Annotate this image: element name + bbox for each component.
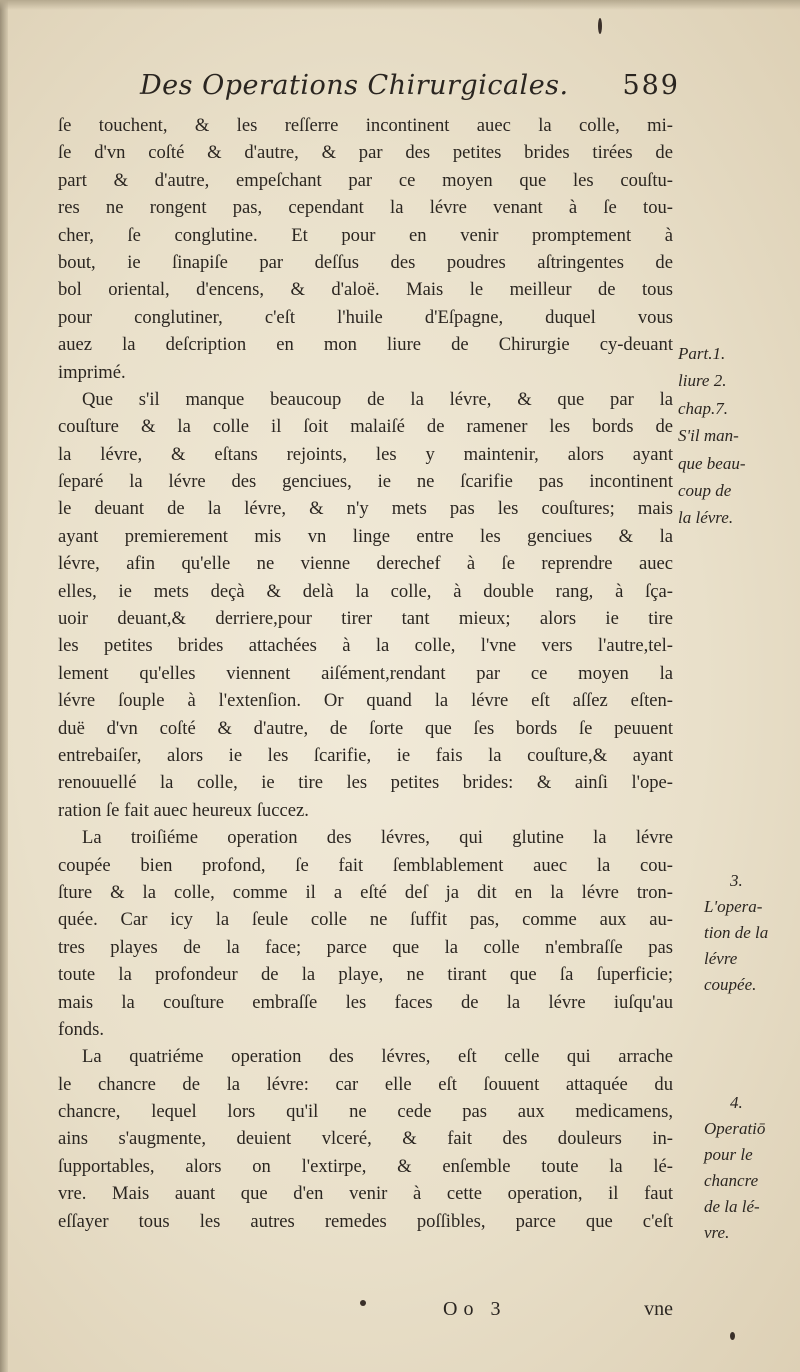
text-line: lévre, afin qu'elle ne vienne derechef à ſe reprendre auec bbox=[58, 553, 673, 575]
body-text bbox=[58, 112, 673, 1235]
page-binding-edge bbox=[0, 0, 8, 1372]
margin-note-line: Part.1. bbox=[678, 344, 726, 363]
margin-note-line: pour le bbox=[704, 1145, 753, 1164]
margin-note-line: 4. bbox=[730, 1093, 743, 1112]
text-line: ration ſe fait auec heureux ſuccez. bbox=[58, 799, 309, 821]
text-line: couſture & la colle il ſoit malaiſé de ramener les bords de bbox=[58, 416, 673, 438]
margin-note-line: chap.7. bbox=[678, 398, 729, 418]
margin-note-line: lévre bbox=[704, 949, 738, 968]
text-line: eſſayer tous les autres remedes poſſibles, parce que c'eſt bbox=[58, 1210, 673, 1232]
margin-note-line: 3. bbox=[730, 871, 743, 890]
text-line: les petites brides attachées à la colle, l'vne vers l'autre,tel- bbox=[58, 635, 673, 657]
text-line: elles, ie mets deçà & delà la colle, à double rang, à ſça- bbox=[58, 580, 673, 602]
margin-note-line: Operatiō bbox=[704, 1119, 766, 1138]
text-line: le chancre de la lévre: car elle eſt ſouuent attaquée du bbox=[58, 1073, 673, 1095]
text-line: vre. Mais auant que d'en venir à cette operation, il faut bbox=[58, 1183, 673, 1205]
text-line: renouuellé la colle, ie tire les petites brides: & ainſi l'ope- bbox=[58, 772, 673, 794]
text-line: chancre, lequel lors qu'il ne cede pas aux medicamens, bbox=[58, 1101, 673, 1123]
text-line: res ne rongent pas, cependant la lévre venant à ſe tou- bbox=[58, 197, 673, 219]
text-line: le deuant de la lévre, & n'y mets pas les couſtures; mais bbox=[58, 498, 673, 520]
margin-note-line: coupée. bbox=[704, 975, 757, 994]
text-line: mais la couſture embraſſe les faces de la lévre iuſqu'au bbox=[58, 991, 673, 1013]
margin-note-fourth-operation bbox=[704, 1090, 800, 1246]
text-line: imprimé. bbox=[58, 361, 126, 383]
text-line: uoir deuant,& derriere,pour tirer tant mieux; alors ie tire bbox=[58, 608, 673, 630]
text-line: cher, ſe conglutine. Et pour en venir promptement à bbox=[58, 224, 673, 246]
margin-note-line: de la lé- bbox=[704, 1197, 760, 1216]
text-line: auez la deſcription en mon liure de Chirurgie cy-deuant bbox=[58, 334, 673, 356]
text-line: ains s'augmente, deuient vlceré, & fait des douleurs in- bbox=[58, 1128, 673, 1150]
text-line: bout, ie ſinapiſe par deſſus des poudres aſtringentes de bbox=[58, 251, 673, 273]
margin-note-line: coup de bbox=[678, 481, 732, 501]
catchword: vne bbox=[644, 1298, 673, 1320]
margin-note-line: chancre bbox=[704, 1171, 759, 1190]
margin-note-part1 bbox=[678, 340, 798, 532]
margin-note-line: L'opera- bbox=[704, 897, 763, 916]
text-line: lement qu'elles viennent aiſément,rendant par ce moyen la bbox=[58, 662, 673, 684]
text-line: coupée bien profond, ſe fait ſemblablement auec la cou- bbox=[58, 854, 673, 876]
text-line: ſture & la colle, comme il a eſté deſ ja dit en la lévre tron- bbox=[58, 881, 673, 903]
text-line: fonds. bbox=[58, 1018, 104, 1040]
margin-note-line: tion de la bbox=[704, 923, 769, 942]
text-line: duë d'vn coſté & d'autre, de ſorte que ſes bords ſe peuuent bbox=[58, 717, 673, 739]
text-line: entrebaiſer, alors ie les ſcarifie, ie fais la couſture,& ayant bbox=[58, 744, 673, 766]
signature-mark: Oo 3 bbox=[443, 1298, 507, 1320]
margin-note-third-operation bbox=[704, 868, 800, 998]
text-line: la lévre, & eſtans rejoints, les y maintenir, alors ayant bbox=[58, 443, 673, 465]
text-line: ſe d'vn coſté & d'autre, & par des petites brides tirées de bbox=[58, 142, 673, 164]
text-line: ſeparé la lévre des genciues, ie ne ſcarifie pas incontinent bbox=[58, 471, 673, 493]
margin-note-line: liure 2. bbox=[678, 371, 727, 391]
text-line: Que s'il manque beaucoup de la lévre, & que par la bbox=[82, 388, 673, 410]
page-number: 589 bbox=[622, 70, 680, 101]
margin-note-line: S'il man- bbox=[678, 426, 739, 446]
text-line: quée. Car icy la ſeule colle ne ſuffit pas, comme aux au- bbox=[58, 909, 673, 931]
text-line: ſupportables, alors on l'extirpe, & enſemble toute la lé- bbox=[58, 1155, 673, 1177]
text-line: lévre ſouple à l'extenſion. Or quand la lévre eſt aſſez eſten- bbox=[58, 690, 673, 712]
text-line: toute la profondeur de la playe, ne tirant que ſa ſuperficie; bbox=[58, 964, 673, 986]
text-line: pour conglutiner, c'eſt l'huile d'Eſpagne, duquel vous bbox=[58, 306, 673, 328]
running-title: Des Operations Chirurgicales. bbox=[140, 70, 569, 101]
text-line: ayant premierement mis vn linge entre les genciues & la bbox=[58, 525, 673, 547]
margin-note-line: la lévre. bbox=[678, 508, 734, 528]
ink-speck bbox=[360, 1300, 366, 1306]
text-line: La quatriéme operation des lévres, eſt celle qui arrache bbox=[82, 1046, 673, 1068]
ink-speck bbox=[730, 1332, 735, 1340]
running-header bbox=[140, 70, 680, 101]
text-line: part & d'autre, empeſchant par ce moyen que les couſtu- bbox=[58, 169, 673, 191]
text-line: ſe touchent, & les reſſerre incontinent auec la colle, mi- bbox=[58, 115, 673, 136]
margin-note-line: que beau- bbox=[678, 453, 746, 473]
ink-speck bbox=[598, 18, 602, 34]
page-top-shadow bbox=[0, 0, 800, 10]
margin-note-line: vre. bbox=[704, 1223, 730, 1242]
text-line: bol oriental, d'encens, & d'aloë. Mais le meilleur de tous bbox=[58, 279, 673, 301]
text-line: La troiſiéme operation des lévres, qui glutine la lévre bbox=[82, 827, 673, 849]
text-line: tres playes de la face; parce que la colle n'embraſſe pas bbox=[58, 936, 673, 958]
